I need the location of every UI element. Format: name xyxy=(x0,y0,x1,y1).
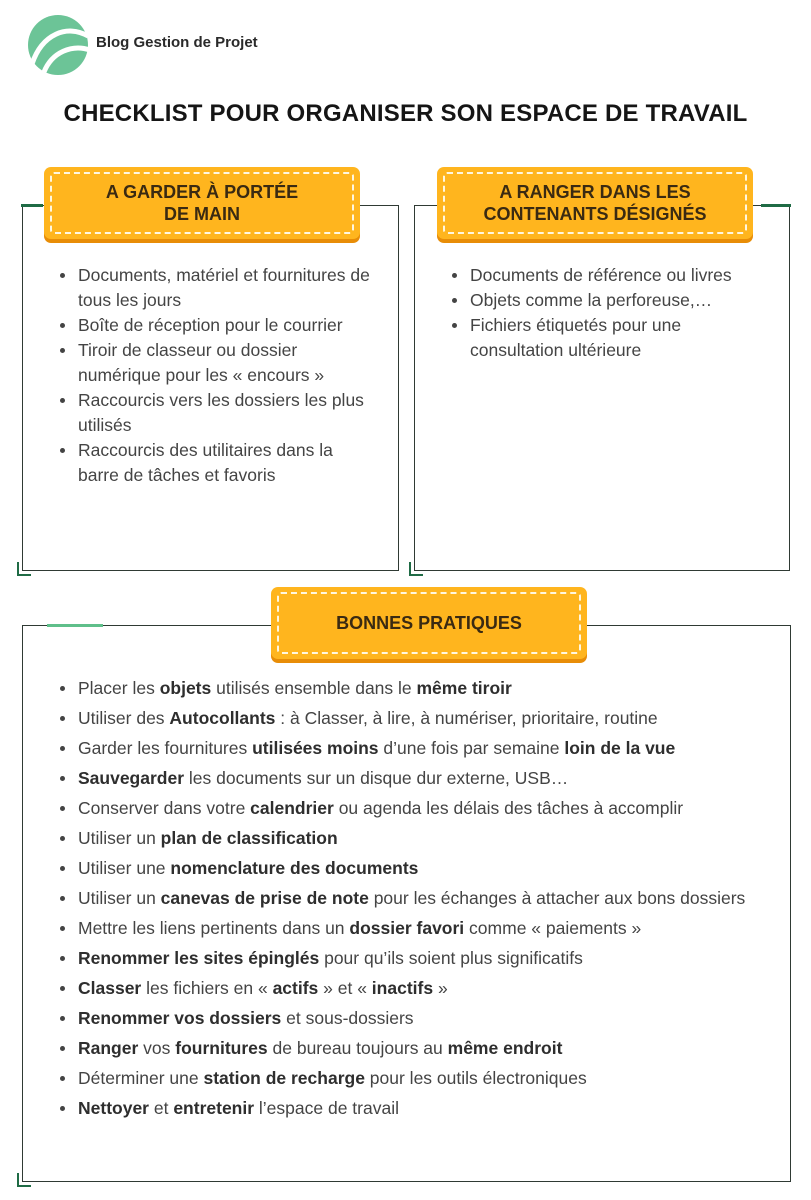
bold-text: même endroit xyxy=(447,1038,563,1058)
list-item xyxy=(52,766,772,791)
list-item: Boîte de réception pour le courrier xyxy=(52,313,372,338)
list-item xyxy=(52,946,772,971)
text: Utiliser des xyxy=(78,708,170,728)
corner-accent xyxy=(47,624,103,627)
bold-text: Classer xyxy=(78,978,142,998)
list-item xyxy=(52,916,772,941)
text: Utiliser un xyxy=(78,888,161,908)
section-banner-good-practices xyxy=(271,587,587,659)
good-practices-list xyxy=(52,676,772,1126)
text: de bureau toujours au xyxy=(267,1038,448,1058)
text: utilisés ensemble dans le xyxy=(211,678,417,698)
text: les documents sur un disque dur externe, USB… xyxy=(184,768,569,788)
page-title: CHECKLIST POUR ORGANISER SON ESPACE DE TRAVAIL xyxy=(63,100,748,127)
corner-accent xyxy=(17,562,31,576)
bold-text: Ranger xyxy=(78,1038,139,1058)
bold-text: actifs xyxy=(272,978,319,998)
text: Utiliser un xyxy=(78,828,161,848)
text: : à Classer, à lire, à numériser, prioritaire, routine xyxy=(275,708,658,728)
store-in-containers-list xyxy=(444,263,774,363)
bold-text: Nettoyer xyxy=(78,1098,149,1118)
bold-text: entretenir xyxy=(173,1098,255,1118)
keep-at-hand-list xyxy=(52,263,372,488)
text: Garder les fournitures xyxy=(78,738,253,758)
list-item xyxy=(52,1066,772,1091)
text: Utiliser une xyxy=(78,858,171,878)
bold-text: même tiroir xyxy=(416,678,512,698)
section-banner-store-in-containers xyxy=(437,167,753,239)
bold-text: objets xyxy=(159,678,212,698)
list-item xyxy=(52,1036,772,1061)
text: l’espace de travail xyxy=(254,1098,399,1118)
bold-text: Renommer les sites épinglés xyxy=(78,948,320,968)
list-item xyxy=(52,976,772,1001)
bold-text: dossier favori xyxy=(349,918,465,938)
list-item xyxy=(52,886,772,911)
list-item xyxy=(52,1006,772,1031)
text: Mettre les liens pertinents dans un xyxy=(78,918,350,938)
list-item: Tiroir de classeur ou dossier numérique pour les « encours » xyxy=(52,338,372,388)
text: Déterminer une xyxy=(78,1068,204,1088)
text: comme « paiements » xyxy=(464,918,642,938)
text: » et « xyxy=(318,978,372,998)
list-item: Raccourcis vers les dossiers les plus utilisés xyxy=(52,388,372,438)
text: pour les outils électroniques xyxy=(364,1068,587,1088)
bold-text: fournitures xyxy=(175,1038,268,1058)
bold-text: Autocollants xyxy=(169,708,276,728)
list-item: Objets comme la perforeuse,… xyxy=(444,288,774,313)
card-store-in-containers xyxy=(414,205,790,571)
list-item xyxy=(52,1096,772,1121)
bold-text: calendrier xyxy=(250,798,334,818)
section-title: A GARDER À PORTÉE DE MAIN xyxy=(105,182,299,224)
bold-text: nomenclature des documents xyxy=(170,858,419,878)
text: Placer les xyxy=(78,678,160,698)
corner-accent xyxy=(21,204,43,207)
blog-logo-icon xyxy=(22,14,94,76)
text: » xyxy=(433,978,448,998)
text: vos xyxy=(138,1038,176,1058)
bold-text: inactifs xyxy=(371,978,434,998)
list-item xyxy=(52,736,772,761)
list-item xyxy=(52,706,772,731)
list-item xyxy=(52,676,772,701)
list-item: Raccourcis des utilitaires dans la barre de tâches et favoris xyxy=(52,438,372,488)
list-item xyxy=(52,796,772,821)
bold-text: Sauvegarder xyxy=(78,768,185,788)
bold-text: loin de la vue xyxy=(564,738,676,758)
list-item xyxy=(52,826,772,851)
corner-accent xyxy=(761,204,791,207)
section-title: BONNES PRATIQUES xyxy=(336,613,522,633)
bold-text: canevas de prise de note xyxy=(160,888,369,908)
corner-accent xyxy=(17,1173,31,1187)
text: d’une fois par semaine xyxy=(378,738,565,758)
section-banner-keep-at-hand xyxy=(44,167,360,239)
bold-text: utilisées moins xyxy=(252,738,379,758)
text: les fichiers en « xyxy=(141,978,273,998)
list-item: Documents, matériel et fournitures de tous les jours xyxy=(52,263,372,313)
bold-text: station de recharge xyxy=(203,1068,365,1088)
bold-text: plan de classification xyxy=(160,828,338,848)
list-item: Fichiers étiquetés pour une consultation ultérieure xyxy=(444,313,774,363)
list-item xyxy=(52,856,772,881)
text: pour qu’ils soient plus significatifs xyxy=(319,948,583,968)
text: pour les échanges à attacher aux bons dossiers xyxy=(368,888,746,908)
text: Conserver dans votre xyxy=(78,798,251,818)
list-item: Documents de référence ou livres xyxy=(444,263,774,288)
brand-name: Blog Gestion de Projet xyxy=(96,34,258,51)
corner-accent xyxy=(409,562,423,576)
bold-text: Renommer vos dossiers xyxy=(78,1008,282,1028)
text: ou agenda les délais des tâches à accomplir xyxy=(333,798,684,818)
text: et sous-dossiers xyxy=(281,1008,414,1028)
section-title: A RANGER DANS LES CONTENANTS DÉSIGNÉS xyxy=(483,182,707,224)
text: et xyxy=(149,1098,174,1118)
